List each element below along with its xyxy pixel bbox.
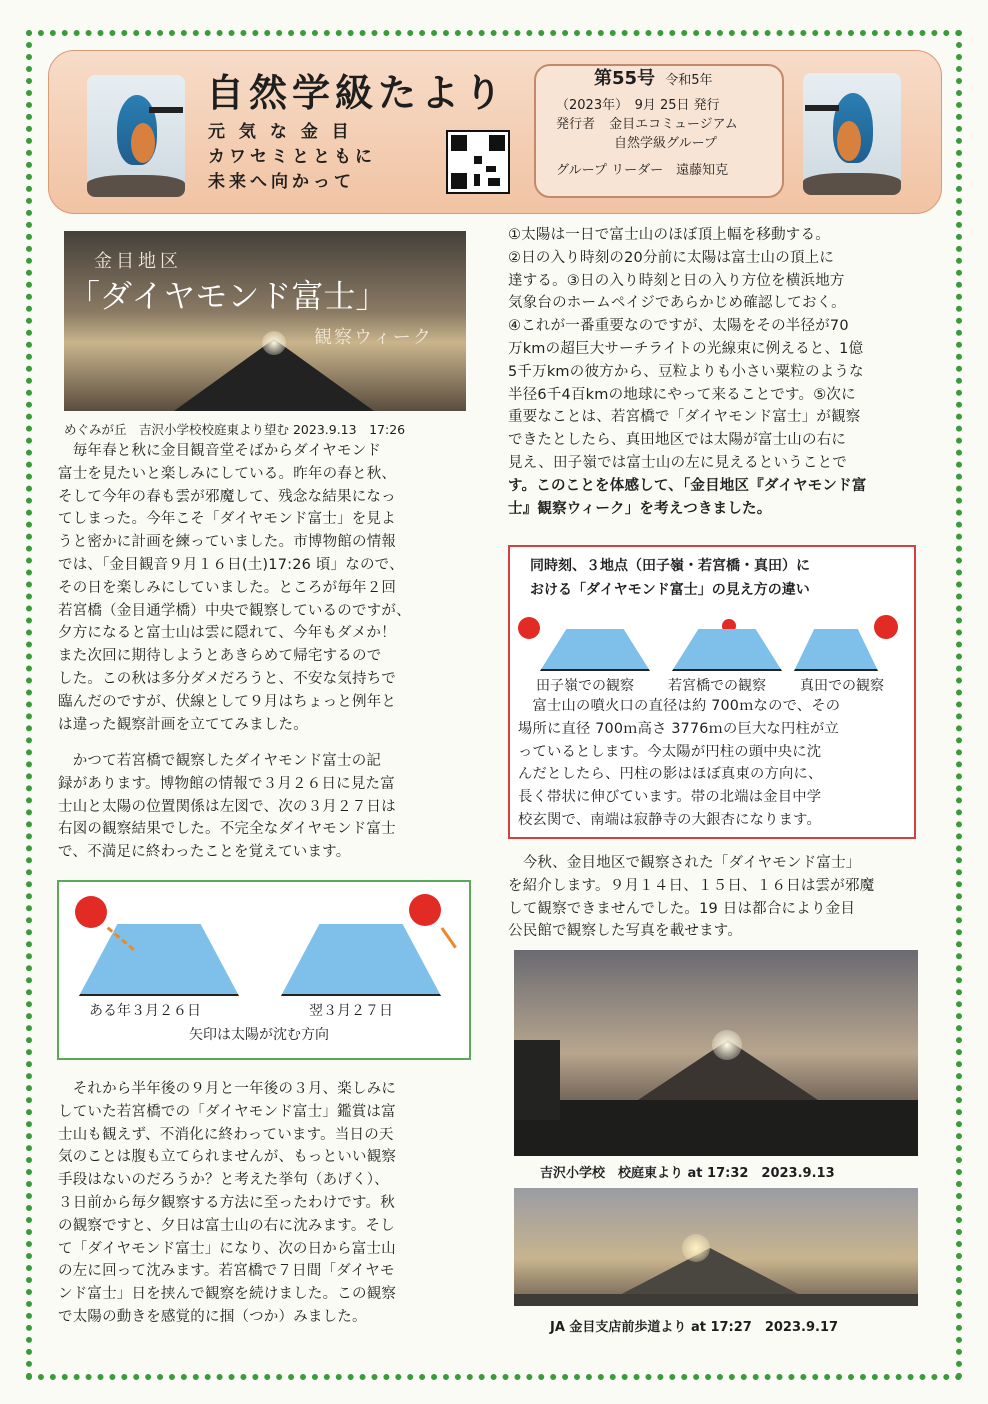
group-name: 自然学級グループ [614,136,717,151]
kingfisher-photo-left [87,75,185,197]
box-heading-1: 同時刻、３地点（田子嶺・若宮橋・真田）に [530,558,810,574]
qr-code-icon[interactable] [446,130,510,194]
hero-district: 金目地区 [94,251,182,272]
kingfisher-photo-right [803,73,901,195]
sun-position-diagram [57,880,471,1060]
label-sanada: 真田での観察 [800,678,884,694]
sun-icon [75,896,107,928]
publisher-label: 発行者 [556,117,596,132]
sun-icon [409,894,441,926]
photo-1-caption: 吉沢小学校 校庭東より at 17:32 2023.9.13 [540,1166,835,1181]
photo-2-caption: JA 金目支店前歩道より at 17:27 2023.9.17 [550,1320,839,1335]
mount-fuji-shape [281,924,441,996]
right-paragraph-1: ①太陽は一日で富士山のほぼ頂上幅を移動する。 ②日の入り時刻の20分前に太陽は富士山の頂上に 達する。③日の入り時刻と日の入り方位を横浜地方 気象台のホームペイジであらかじめ確認しておく。 ④これが一番重要なのですが、太陽をその半径が70 万kmの超巨大サーチライトの光線束に例えると、1億 5千万kmの彼方から、豆粒よりも小さい粟粒のような 半径6千4百kmの地球にやって来ることです。⑤次に 重要なことは、若宮橋で「ダイヤモンド富士」が観察 できたとしたら、真田地区では太陽が富士山の右に 見え、田子嶺では富士山の左に見えるということで す。このことを体感して、「金目地区『ダイヤモンド富 士』観察ウィーク」を考えつきました。 [508,227,867,517]
hero-title: 「ダイヤモンド富士」 [68,277,388,315]
hero-subtitle: 観察ウィーク [314,327,433,348]
box-heading-2: おける「ダイヤモンド富士」の見え方の違い [530,582,810,598]
left-paragraph-3: それから半年後の９月と一年後の３月、楽しみに していた若宮橋での「ダイヤモンド富士」鑑賞は富 士山も観えず、不消化に終わっています。当日の天 気のことは腹も立てられませんが、もっといい観察 手段はないのだろうか？と考えた挙句（あげく）、 ３日前から毎夕観察する方法に至ったわけです。秋 の観察ですと、夕日は富士山の右に沈みます。そし て「ダイヤモンド富士」になり、次の日から富士山 の左に回って沈みます。若宮橋で７日間「ダイヤモ ンド富士」日を挟んで観察を続けました。この観察 で太陽の動きを感覚的に掴（つか）みました。 [58,1081,397,1325]
left-paragraph-2: かつて若宮橋で観察したダイヤモンド富士の記 録があります。博物館の情報で３月２６日に見た富 士山と太陽の位置関係は左図で、次の３月２７日は 右図の観察結果でした。不完全なダイヤモンド富士 で、不満足に終わったことを覚えています。 [58,753,396,861]
label-wakamiya: 若宮橋での観察 [668,678,766,694]
label-tagomine: 田子嶺での観察 [536,678,634,694]
fuji-photo-1 [514,950,918,1156]
motto: 元 気 な 金 目 カワセミとともに 未来へ向かって [208,122,376,192]
newsletter-title: 自然学級たより [206,71,508,115]
sun-icon [874,615,898,639]
issue-era: 令和5年 [665,73,713,88]
fuji-photo-2 [514,1188,918,1306]
mount-fuji-shape [540,629,650,671]
diagram-label-right: 翌３月２７日 [309,1003,393,1019]
mount-fuji-shape [794,629,878,671]
diagram-note: 矢印は太陽が沈む方向 [189,1027,329,1043]
issue-date: （2023年） 9月 25日 発行 [556,98,720,113]
arrow-icon [439,927,457,950]
group-leader: グループ リーダー 遠藤知克 [556,163,729,178]
diagram-label-left: ある年３月２６日 [89,1003,201,1019]
publisher: 金目エコミュージアム [609,117,738,132]
mount-fuji-shape [79,924,239,996]
box-text: 富士山の噴火口の直径は約 700ｍなので、その 場所に直径 700ｍ高さ 3776ｍの巨大な円柱が立 っているとします。今太陽が円柱の頭中央に沈 んだとしたら、円柱の影はほぼ真東の方向に、 長く帯状に伸びています。帯の北端は金目中学 校玄関で、南端は寂静寺の大銀杏になります。 [518,698,841,828]
hero-photo [64,231,466,411]
issue-number: 第55号 [594,68,656,89]
left-paragraph-1: 毎年春と秋に金目観音堂そばからダイヤモンド 富士を見たいと楽しみにしている。昨年の春と秋、 そして今年の春も雲が邪魔して、残念な結果になっ てしまった。今年こそ「ダイヤモンド富士」を見よ うと密かに計画を練っていました。市博物館の情報 では、「金目観音９月１６日(土)17:26 頃」なので、 その日を楽しみにしていました。ところが毎年２回 若宮橋（金目通学橋）中央で観察しているのですが、 夕方になると富士山は雲に隠れて、今年もダメか！ また次回に期待しようとあきらめて帰宅するので した。この秋は多分ダメだろうと、不安な気持ちで 臨んだのですが、伏線として９月はちょっと例年と は違った観察計画を立ててみました。 [58,443,411,733]
right-paragraph-2: 今秋、金目地区で観察された「ダイヤモンド富士」 を紹介します。９月１４日、１５日、１６日は雲が邪魔 して観察できませんでした。19 日は都合により金目 公民館で観察した写真を載せます。 [508,855,875,940]
observation-comparison-box [508,545,916,839]
hero-caption: めぐみが丘 吉沢小学校校庭東より望む 2023.9.13 17:26 [64,422,406,437]
mount-fuji-shape [672,629,782,671]
sun-icon [518,617,540,639]
